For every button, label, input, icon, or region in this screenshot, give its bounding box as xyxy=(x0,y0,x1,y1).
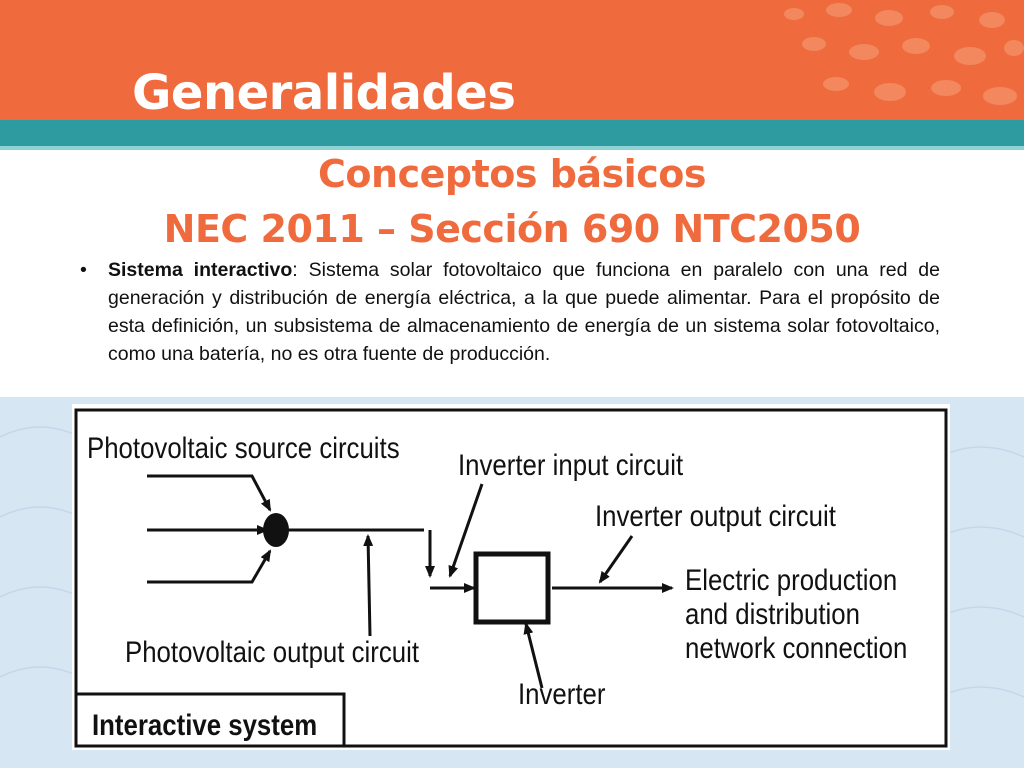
network-line-2: and distribution xyxy=(685,598,860,631)
decorative-dots xyxy=(764,0,1024,120)
subtitle-concepts: Conceptos básicos xyxy=(318,152,706,196)
network-line-3: network connection xyxy=(685,632,908,665)
pv-output-circuit-label: Photovoltaic output circuit xyxy=(125,636,419,669)
definition-paragraph xyxy=(108,256,940,368)
inverter-label: Inverter xyxy=(518,678,606,711)
teal-band xyxy=(0,120,1024,146)
term-label: Sistema interactivo xyxy=(108,259,293,281)
interactive-system-label: Interactive system xyxy=(92,709,318,742)
subtitle-standard: NEC 2011 – Sección 690 NTC2050 xyxy=(163,207,861,251)
bullet-icon: • xyxy=(80,259,87,281)
page-title: Generalidades xyxy=(132,65,516,120)
inverter-input-circuit-label: Inverter input circuit xyxy=(458,449,684,482)
pv-source-circuits-label: Photovoltaic source circuits xyxy=(87,432,400,465)
inverter-output-circuit-label: Inverter output circuit xyxy=(595,500,836,533)
network-line-1: Electric production xyxy=(685,564,898,597)
header-band xyxy=(0,0,1024,120)
interactive-system-diagram xyxy=(72,404,950,750)
bullet-item xyxy=(80,256,940,368)
network-connection-label xyxy=(685,564,907,666)
definition-text: : Sistema solar fotovoltaico que funciona en paralelo con una red de generación y distribución de energía eléctrica, a la que puede alimentar. Para el propósito de esta definición, un subsistema de almacenamiento de energía de un sistema solar fotovoltaico, como una batería, no es otra fuente de producción. xyxy=(108,259,940,365)
